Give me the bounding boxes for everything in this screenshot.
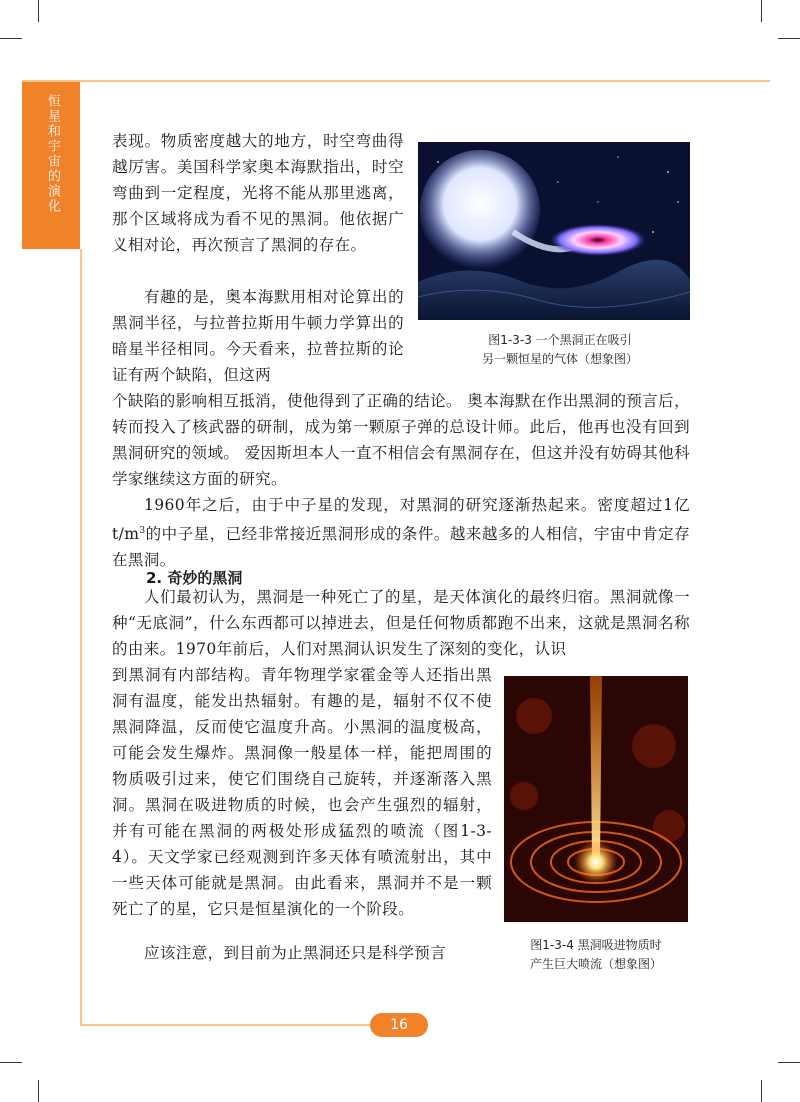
figure-black-hole-accretion <box>418 142 690 320</box>
crop-mark <box>778 1062 800 1063</box>
figure-black-hole-jet <box>504 676 688 922</box>
crop-mark <box>778 38 800 39</box>
crop-mark <box>761 0 762 22</box>
footer-rule <box>80 1024 380 1026</box>
paragraph-text: 1960年之后，由于中子星的发现，对黑洞的研究逐渐热起来。密度超过1亿 t/m <box>112 496 690 544</box>
figure-caption <box>504 936 688 974</box>
chapter-tab <box>22 82 80 249</box>
caption-line: 图1-3-4 黑洞吸进物质时 <box>530 938 662 952</box>
paragraph: 有趣的是，奥本海默用相对论算出的黑洞半径，与拉普拉斯用牛顿力学算出的暗星半径相同。今天看来，拉普拉斯的论证有两个缺陷，但这两 <box>112 288 404 384</box>
caption-line: 产生巨大喷流（想象图） <box>529 957 662 971</box>
caption-line: 图1-3-3 一个黑洞正在吸引 <box>488 333 632 347</box>
section-heading: 2. 奇妙的黑洞 <box>146 569 243 587</box>
paragraph: 人们最初认为，黑洞是一种死亡了的星，是天体演化的最终归宿。黑洞就像一种“无底洞”，什么东西都可以掉进去，但是任何物质都跑不出来，这就是黑洞名称的由来。1970年前后，人们对黑洞认识发生了深刻的变化，认识 <box>112 588 690 658</box>
chapter-title: 恒星和宇宙的演化 <box>45 94 60 214</box>
page-number: 16 <box>370 1013 428 1037</box>
paragraph-text: 的中子星，已经非常接近黑洞形成的条件。越来越多的人相信，宇宙中肯定存在黑洞。 <box>112 525 690 570</box>
paragraph: 表现。物质密度越大的地方，时空弯曲得越厉害。美国科学家奥本海默指出，时空弯曲到一定程度，光将不能从那里逃离，那个区域将成为看不见的黑洞。他依据广义相对论，再次预言了黑洞的存在。 <box>112 132 404 254</box>
paragraph: 应该注意，到目前为止黑洞还只是科学预言 <box>144 944 447 962</box>
crop-mark <box>38 1080 39 1102</box>
margin-rule <box>80 249 82 1025</box>
paragraph: 到黑洞有内部结构。青年物理学家霍金等人还指出黑洞有温度，能发出热辐射。有趣的是，辐射不仅不使黑洞降温，反而使它温度升高。小黑洞的温度极高，可能会发生爆炸。黑洞像一般星体一样，能把周围的物质吸引过来，使它们围绕自己旋转，并逐渐落入黑洞。黑洞在吸进物质的时候，也会产生强烈的辐射，并有可能在黑洞的两极处形成猛烈的喷流（图1-3-4）。天文学家已经观测到许多天体有喷流射出，其中一些天体可能就是黑洞。由此看来，黑洞并不是一颗死亡了的星，它只是恒星演化的一个阶段。 <box>112 666 492 918</box>
caption-line: 另一颗恒星的气体（想象图） <box>481 352 638 366</box>
crop-mark <box>38 0 39 22</box>
header-rule <box>22 80 770 82</box>
crop-mark <box>761 1080 762 1102</box>
crop-mark <box>0 1062 22 1063</box>
black-hole-illustration <box>418 142 690 320</box>
jet-illustration <box>504 676 688 922</box>
crop-mark <box>0 38 22 39</box>
paragraph: 个缺陷的影响相互抵消，使他得到了正确的结论。 奥本海默在作出黑洞的预言后，转而投入了核武器的研制，成为第一颗原子弹的总设计师。此后，他再也没有回到黑洞研究的领域。 爱因斯坦本人一直不相信会有黑洞存在，但这并没有妨碍其他科学家继续这方面的研究。 <box>112 392 690 488</box>
figure-caption <box>440 331 680 369</box>
superscript: 3 <box>139 526 146 536</box>
paragraph <box>112 492 690 573</box>
